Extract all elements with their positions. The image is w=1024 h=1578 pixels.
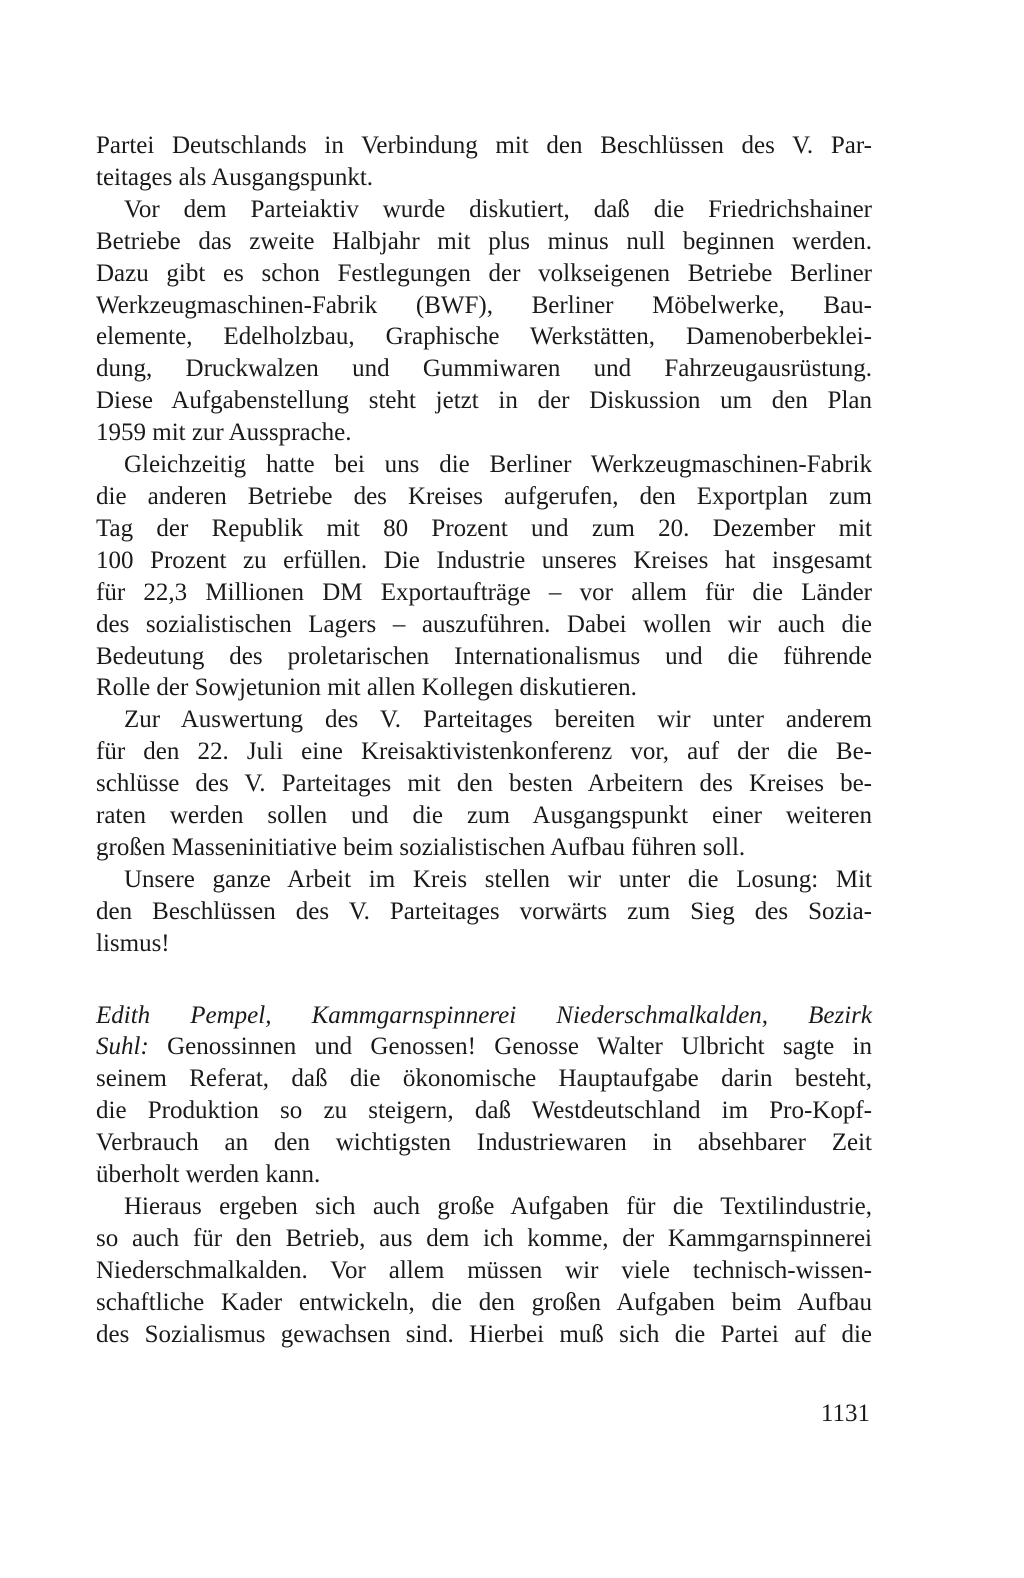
text-line: Diese Aufgabenstellung steht jetzt in der Diskussion um den Plan <box>96 387 872 415</box>
text-line: Betriebe das zweite Halbjahr mit plus minus null beginnen werden. <box>96 227 872 255</box>
text-line: Vor dem Parteiaktiv wurde diskutiert, daß die Friedrichshainer <box>124 195 872 223</box>
text-line: des sozialistischen Lagers – auszuführen. Dabei wollen wir auch die <box>96 610 872 638</box>
text-line <box>96 1031 872 1063</box>
text-line: Niederschmalkalden. Vor allem müssen wir viele technisch-wissen- <box>96 1256 872 1284</box>
text-line: raten werden sollen und die zum Ausgangspunkt einer weiteren <box>96 802 872 830</box>
text-line: Zur Auswertung des V. Parteitages bereiten wir unter anderem <box>124 706 872 734</box>
paragraph-gap <box>96 960 872 1000</box>
text-line: großen Masseninitiative beim sozialistischen Aufbau führen soll. <box>96 833 746 861</box>
text-line: überholt werden kann. <box>96 1161 321 1189</box>
speaker-name: Suhl: <box>96 1033 149 1061</box>
text-line: Dazu gibt es schon Festlegungen der volkseigenen Betriebe Berliner <box>96 259 872 287</box>
text-line: Gleichzeitig hatte bei uns die Berliner Werkzeugmaschinen-Fabrik <box>124 451 872 479</box>
text-line: schaftliche Kader entwickeln, die den großen Aufgaben beim Aufbau <box>96 1288 872 1316</box>
text-line: Hieraus ergeben sich auch große Aufgaben für die Textilindustrie, <box>124 1193 872 1220</box>
text-line: für 22,3 Millionen DM Exportaufträge – vor allem für die Länder <box>96 578 872 606</box>
text-line: Partei Deutschlands in Verbindung mit den Beschlüssen des V. Par- <box>96 132 872 159</box>
text-line: Tag der Republik mit 80 Prozent und zum 20. Dezember mit <box>96 514 872 542</box>
text-line: Unsere ganze Arbeit im Kreis stellen wir unter die Losung: Mit <box>124 865 872 893</box>
text-line: elemente, Edelholzbau, Graphische Werkstätten, Damenoberbeklei- <box>96 323 872 351</box>
text-line: schlüsse des V. Parteitages mit den besten Arbeitern des Kreises be- <box>96 770 872 798</box>
text-line: die Produktion so zu steigern, daß Westdeutschland im Pro-Kopf- <box>96 1097 872 1125</box>
text-line: dung, Druckwalzen und Gummiwaren und Fahrzeugausrüstung. <box>96 355 872 383</box>
text-line: 100 Prozent zu erfüllen. Die Industrie unseres Kreises hat insgesamt <box>96 546 872 574</box>
speech-start: Genossinnen und Genossen! Genosse Walter Ulbricht sagte in <box>148 1033 872 1061</box>
text-line: die anderen Betriebe des Kreises aufgerufen, den Exportplan zum <box>96 482 872 510</box>
text-line: teitages als Ausgangspunkt. <box>96 163 374 191</box>
text-line: seinem Referat, daß die ökonomische Hauptaufgabe darin besteht, <box>96 1065 872 1093</box>
text-line: 1959 mit zur Aussprache. <box>96 419 352 447</box>
text-line: Bedeutung des proletarischen Internationalismus und die führende <box>96 642 872 670</box>
page-number: 1131 <box>820 1400 870 1427</box>
text-line: Rolle der Sowjetunion mit allen Kollegen diskutieren. <box>96 674 637 702</box>
text-line: den Beschlüssen des V. Parteitages vorwärts zum Sieg des Sozia- <box>96 897 872 925</box>
text-line: Verbrauch an den wichtigsten Industriewaren in absehbarer Zeit <box>96 1129 872 1157</box>
text-line: für den 22. Juli eine Kreisaktivistenkonferenz vor, auf der die Be- <box>96 738 872 766</box>
text-line: lismus! <box>96 929 170 957</box>
text-line: so auch für den Betrieb, aus dem ich komme, der Kammgarnspinnerei <box>96 1224 872 1252</box>
text-line: Werkzeugmaschinen-Fabrik (BWF), Berliner Möbelwerke, Bau- <box>96 291 872 319</box>
text-line: des Sozialismus gewachsen sind. Hierbei muß sich die Partei auf die <box>96 1320 872 1348</box>
speaker-line: Edith Pempel, Kammgarnspinnerei Niederschmalkalden, Bezirk <box>96 1001 872 1029</box>
body-text <box>96 130 872 1351</box>
